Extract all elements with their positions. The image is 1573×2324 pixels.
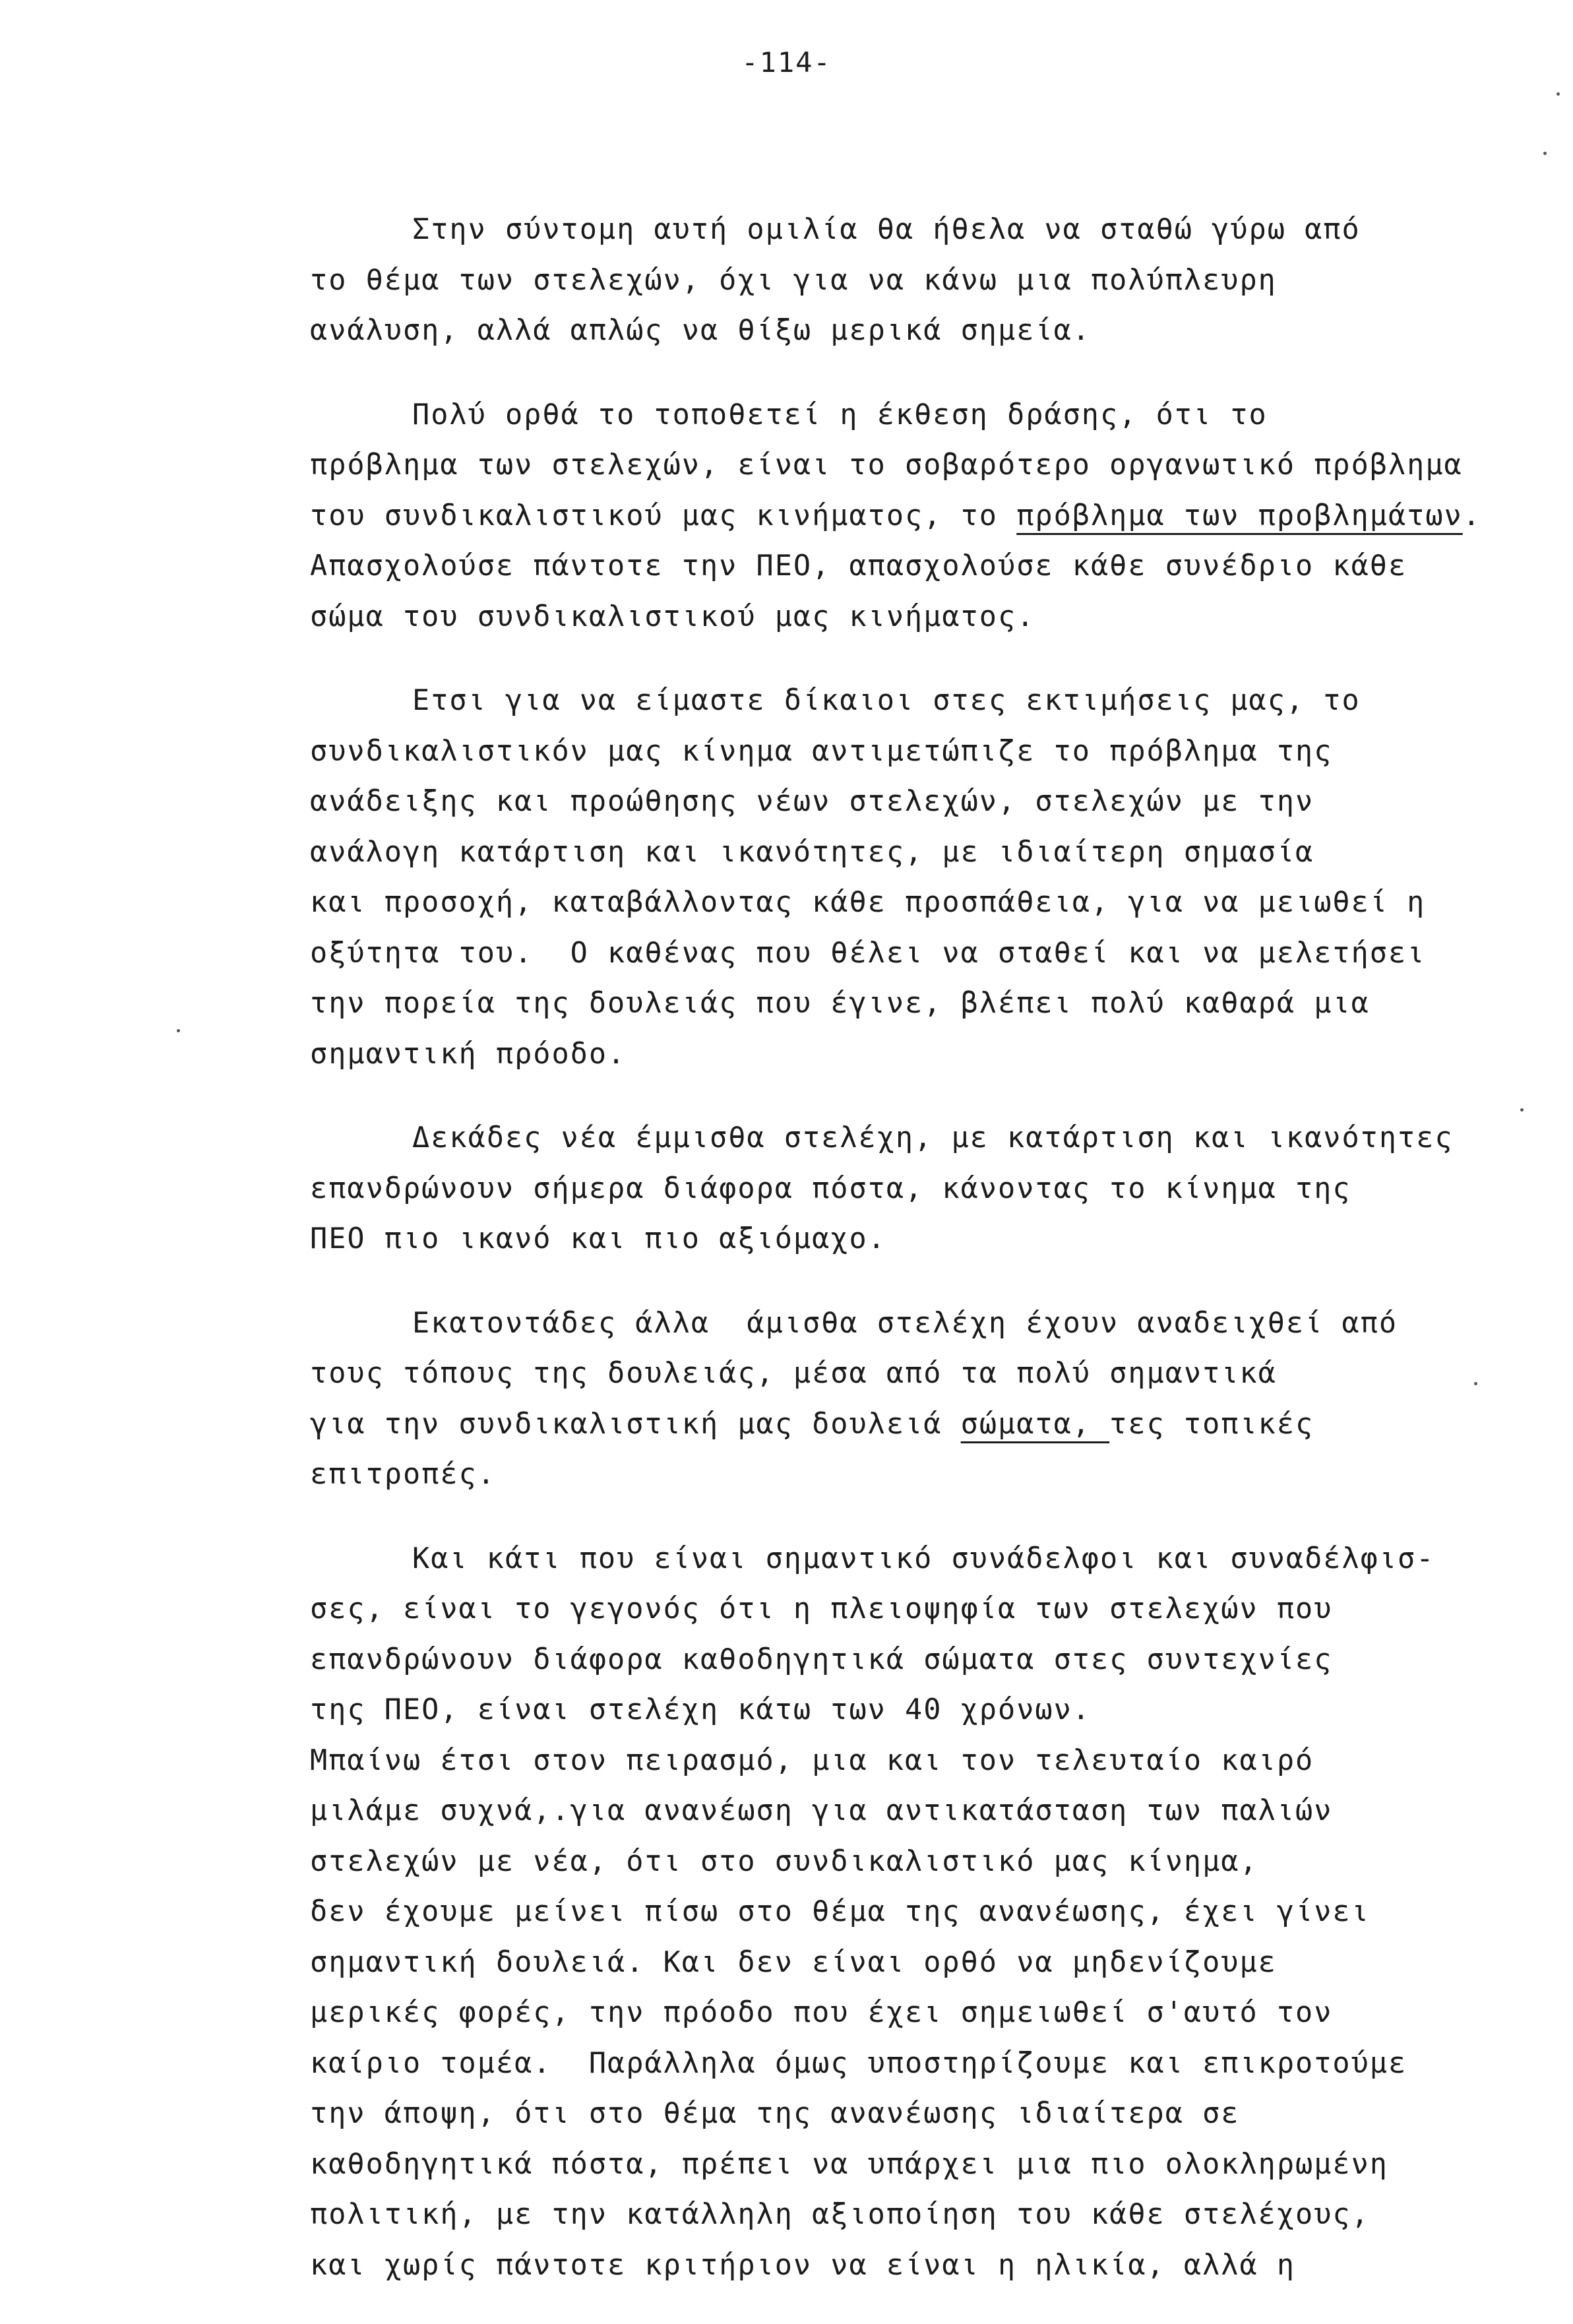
text-line xyxy=(310,1399,1550,1450)
text-line: τους τόπους της δουλειάς, μέσα από τα πολύ σημαντικά xyxy=(310,1357,1277,1390)
text-segment: για την συνδικαλιστική μας δουλειά xyxy=(310,1407,961,1441)
text-line: επανδρώνουν σήμερα διάφορα πόστα, κάνοντας το κίνημα της xyxy=(310,1172,1351,1205)
text-line: ανάλυση, αλλά απλώς να θίξω μερικά σημεία. xyxy=(310,314,1091,347)
underlined-phrase: πρόβλημα των προβλημάτων xyxy=(1016,499,1463,532)
text-line: συνδικαλιστικόν μας κίνημα αντιμετώπιζε το πρόβλημα της xyxy=(310,734,1333,768)
text-line: μιλάμε συχνά,.για ανανέωση για αντικατάσταση των παλιών xyxy=(310,1794,1333,1827)
paragraph xyxy=(310,1298,1550,1500)
text-line: στελεχών με νέα, ότι στο συνδικαλιστικό μας κίνημα, xyxy=(310,1844,1258,1878)
scan-speck xyxy=(1474,1382,1477,1385)
text-segment: . xyxy=(1462,499,1481,532)
text-line: δεν έχουμε μείνει πίσω στο θέμα της ανανέωσης, έχει γίνει xyxy=(310,1895,1370,1928)
text-line: Μπαίνω έτσι στον πειρασμό, μια και τον τελευταίο καιρό xyxy=(310,1743,1314,1777)
text-line xyxy=(310,491,1550,542)
text-line: καθοδηγητικά πόστα, πρέπει να υπάρχει μια πιο ολοκληρωμένη xyxy=(310,2147,1388,2181)
text-line: και χωρίς πάντοτε κριτήριον να είναι η ηλικία, αλλά η xyxy=(310,2248,1296,2282)
text-line: σημαντική πρόοδο. xyxy=(310,1037,627,1071)
underlined-phrase: σώματα, xyxy=(960,1407,1110,1441)
text-line: την άποψη, ότι στο θέμα της ανανέωσης ιδιαίτερα σε xyxy=(310,2097,1240,2130)
text-line: ΠΕΟ πιο ικανό και πιο αξιόμαχο. xyxy=(310,1222,886,1255)
paragraph xyxy=(310,675,1550,1079)
text-line: Ετσι για να είμαστε δίκαιοι στες εκτιμήσεις μας, το xyxy=(412,684,1361,717)
text-segment: του συνδικαλιστικού μας κινήματος, το xyxy=(310,499,1017,532)
text-line: της ΠΕΟ, είναι στελέχη κάτω των 40 χρόνων. xyxy=(310,1693,1091,1726)
text-line: Στην σύντομη αυτή ομιλία θα ήθελα να σταθώ γύρω από xyxy=(412,213,1361,246)
text-line: ανάδειξης και προώθησης νέων στελεχών, στελεχών με την xyxy=(310,785,1314,818)
text-line: Και κάτι που είναι σημαντικό συνάδελφοι και συναδέλφισ- xyxy=(412,1542,1435,1575)
text-line: σες, είναι το γεγονός ότι η πλειοψηφία των στελεχών που xyxy=(310,1592,1333,1625)
scan-speck xyxy=(177,1029,180,1032)
text-line: επιτροπές. xyxy=(310,1458,496,1491)
scan-speck xyxy=(1557,92,1560,96)
text-line: πρόβλημα των στελεχών, είναι το σοβαρότερο οργανωτικό πρόβλημα xyxy=(310,449,1463,482)
text-line: σημαντική δουλειά. Και δεν είναι ορθό να μηδενίζουμε xyxy=(310,1945,1277,1979)
text-line: σώμα του συνδικαλιστικού μας κινήματος. xyxy=(310,600,1035,633)
paragraph xyxy=(310,1736,1550,2291)
text-line: Δεκάδες νέα έμμισθα στελέχη, με κατάρτιση και ικανότητες xyxy=(412,1121,1454,1154)
scan-speck xyxy=(1520,1108,1524,1112)
text-line: το θέμα των στελεχών, όχι για να κάνω μια πολύπλευρη xyxy=(310,263,1277,297)
document-body xyxy=(310,204,1550,2324)
text-line: καίριο τομέα. Παράλληλα όμως υποστηρίζουμε και επικροτούμε xyxy=(310,2046,1407,2080)
text-line: επανδρώνουν διάφορα καθοδηγητικά σώματα στες συντεχνίες xyxy=(310,1643,1333,1676)
text-line: Πολύ ορθά το τοποθετεί η έκθεση δράσης, ότι το xyxy=(412,398,1268,431)
text-line: οξύτητα του. Ο καθένας που θέλει να σταθεί και να μελετήσει xyxy=(310,936,1426,970)
text-line: την πορεία της δουλειάς που έγινε, βλέπει πολύ καθαρά μια xyxy=(310,987,1370,1020)
page-number: -114- xyxy=(741,46,832,79)
text-segment: τες τοπικές xyxy=(1109,1407,1314,1441)
text-line: Απασχολούσε πάντοτε την ΠΕΟ, απασχολούσε κάθε συνέδριο κάθε xyxy=(310,550,1407,582)
text-line: μερικές φορές, την πρόοδο που έχει σημειωθεί σ'αυτό τον xyxy=(310,1996,1333,2029)
text-line: πολιτική, με την κατάλληλη αξιοποίηση του κάθε στελέχους, xyxy=(310,2198,1370,2231)
paragraph xyxy=(310,390,1550,643)
scan-speck xyxy=(1543,152,1547,155)
paragraph xyxy=(310,1113,1550,1265)
text-line: ανάλογη κατάρτιση και ικανότητες, με ιδιαίτερη σημασία xyxy=(310,835,1314,869)
text-line: Εκατοντάδες άλλα άμισθα στελέχη έχουν αναδειχθεί από xyxy=(412,1306,1398,1340)
paragraph xyxy=(310,1534,1550,1736)
text-line: και προσοχή, καταβάλλοντας κάθε προσπάθεια, για να μειωθεί η xyxy=(310,886,1426,919)
paragraph xyxy=(310,204,1550,356)
